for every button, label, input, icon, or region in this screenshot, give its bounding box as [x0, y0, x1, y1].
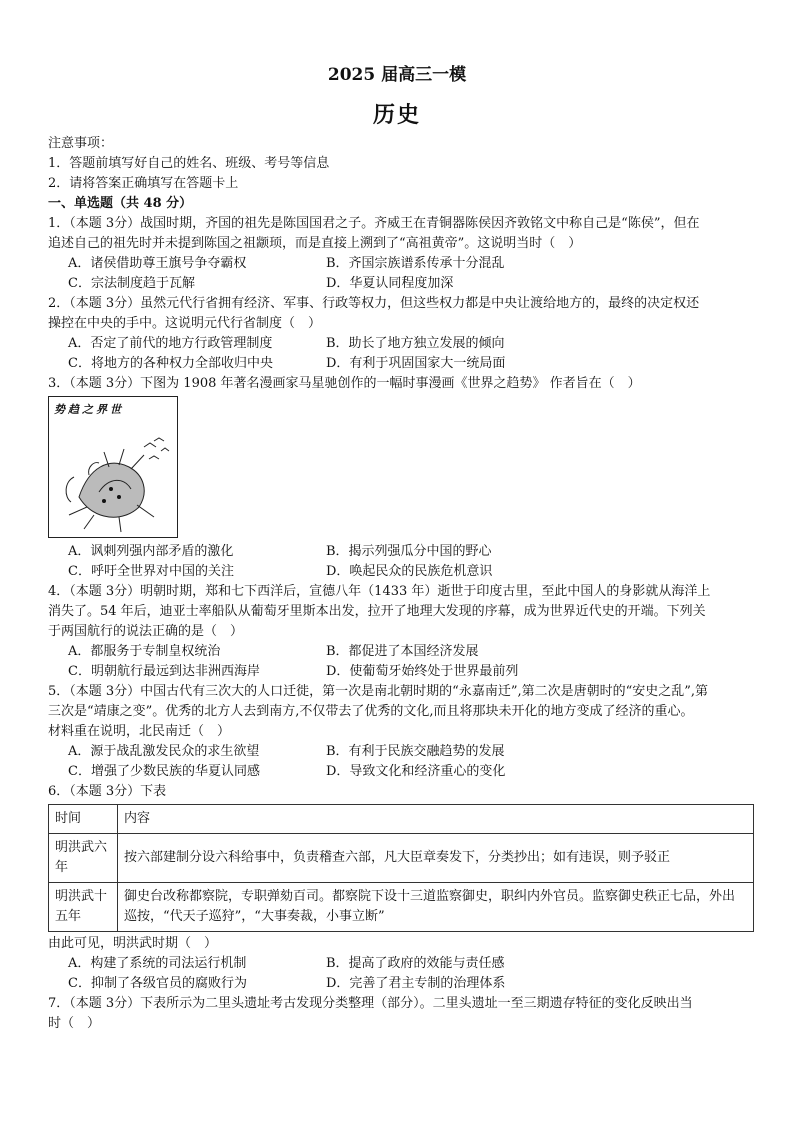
option-a: A．源于战乱激发民众的求生欲望 — [68, 744, 260, 759]
question-4 — [48, 582, 754, 682]
option-c: C．增强了少数民族的华夏认同感 — [68, 764, 260, 779]
option-a: A．否定了前代的地方行政管理制度 — [68, 336, 273, 351]
option-b: B．齐国宗族谱系传承十分混乱 — [326, 256, 505, 271]
option-c: C．宗法制度趋于瓦解 — [68, 276, 195, 291]
question-2 — [48, 294, 754, 374]
option-c: C．呼吁全世界对中国的关注 — [68, 564, 234, 579]
option-d: D．唤起民众的民族危机意识 — [326, 564, 493, 579]
question-stem-line: 由此可见，明洪武时期（ ） — [48, 936, 218, 951]
question-stem-line: 3．（本题 3分）下图为 1908 年著名漫画家马星驰创作的一幅时事漫画《世界之趋势》 作者旨在（ ） — [48, 376, 641, 391]
option-b: B．都促进了本国经济发展 — [326, 644, 479, 659]
option-b: B．助长了地方独立发展的倾向 — [326, 336, 505, 351]
option-a: A．都服务于专制皇权统治 — [68, 644, 221, 659]
question-stem-line: 材料重在说明，北民南迁（ ） — [48, 724, 231, 739]
option-b: B．提高了政府的效能与责任感 — [326, 956, 505, 971]
question-stem-line: 4．（本题 3分）明朝时期，郑和七下西洋后，宣德八年（1433 年）逝世于印度古里，至此中国人的身影就从海洋上 — [48, 584, 711, 599]
table-header-row — [49, 805, 754, 834]
section-title: 一、单选题（共 48 分） — [48, 196, 193, 211]
exam-title: 2025 届高三一模 — [327, 65, 467, 85]
table-cell: 明洪武十五年 — [49, 883, 118, 932]
option-c: C．明朝航行最远到达非洲西海岸 — [68, 664, 260, 679]
notice-item: 2．请将答案正确填写在答题卡上 — [48, 176, 239, 191]
question-stem-line: 追述自己的祖先时并未提到陈国之祖颛顼，而是直接上溯到了“高祖黄帝”。这说明当时（ ） — [48, 236, 582, 251]
option-a: A．构建了系统的司法运行机制 — [68, 956, 247, 971]
option-c: C．抑制了各级官员的腐败行为 — [68, 976, 247, 991]
option-d: D．使葡萄牙始终处于世界最前列 — [326, 664, 519, 679]
cartoon-caption: 势趋之界世 — [54, 403, 124, 416]
question-stem-line: 5．（本题 3分）中国古代有三次大的人口迁徙，第一次是南北朝时期的“永嘉南迁”,第二次是唐朝时的“安史之乱”,第 — [48, 684, 709, 699]
question-1 — [48, 214, 754, 294]
table-cell: 御史台改称都察院，专职弹劾百司。都察院下设十三道监察御史，职纠内外官员。监察御史秩正七品，外出巡按，“代天子巡狩”，“大事奏裁，小事立断” — [118, 883, 754, 932]
options — [48, 254, 754, 294]
notice-item: 1．答题前填写好自己的姓名、班级、考号等信息 — [48, 156, 330, 171]
question-table — [48, 804, 754, 932]
option-d: D．有利于巩固国家大一统局面 — [326, 356, 506, 371]
option-c: C．将地方的各种权力全部收归中央 — [68, 356, 273, 371]
table-header: 时间 — [49, 805, 118, 834]
subject-title: 历史 — [372, 102, 421, 128]
question-stem-line: 时（ ） — [48, 1016, 101, 1031]
question-6 — [48, 782, 754, 994]
option-d: D．导致文化和经济重心的变化 — [326, 764, 506, 779]
exam-content — [48, 134, 754, 1034]
notice-heading: 注意事项： — [48, 136, 114, 151]
table-header: 内容 — [118, 805, 754, 834]
options — [48, 542, 754, 582]
cartoon-image — [48, 396, 178, 538]
question-stem-line: 三次是“靖康之变”。优秀的北方人去到南方,不仅带去了优秀的文化,而且将那块未开化的地方变成了经济的重心。 — [48, 704, 694, 719]
question-stem-line: 消失了。54 年后，迪亚士率船队从葡萄牙里斯本出发，拉开了地理大发现的序幕，成为世界近代史的开端。下列关 — [48, 604, 706, 619]
question-stem-line: 于两国航行的说法正确的是（ ） — [48, 624, 244, 639]
options — [48, 334, 754, 374]
option-d: D．华夏认同程度加深 — [326, 276, 454, 291]
option-d: D．完善了君主专制的治理体系 — [326, 976, 506, 991]
table-row — [49, 883, 754, 932]
table-cell: 按六部建制分设六科给事中，负责稽查六部，凡大臣章奏发下，分类抄出；如有违误，则予驳正 — [118, 834, 754, 883]
question-stem-line: 操控在中央的手中。这说明元代行省制度（ ） — [48, 316, 322, 331]
table-cell: 明洪武六年 — [49, 834, 118, 883]
table-row — [49, 834, 754, 883]
question-5 — [48, 682, 754, 782]
question-stem-line: 6．（本题 3分）下表 — [48, 784, 167, 799]
question-stem-line: 2．（本题 3分）虽然元代行省拥有经济、军事、行政等权力，但这些权力都是中央让渡给地方的，最终的决定权还 — [48, 296, 700, 311]
options — [48, 954, 754, 994]
option-b: B．揭示列强瓜分中国的野心 — [326, 544, 492, 559]
options — [48, 642, 754, 682]
question-7 — [48, 994, 754, 1034]
option-a: A．讽刺列强内部矛盾的激化 — [68, 544, 234, 559]
question-stem-line: 7．（本题 3分）下表所示为二里头遗址考古发现分类整理（部分）。二里头遗址一至三期遗存特征的变化反映出当 — [48, 996, 693, 1011]
option-b: B．有利于民族交融趋势的发展 — [326, 744, 505, 759]
question-3 — [48, 374, 754, 582]
option-a: A．诸侯借助尊王旗号争夺霸权 — [68, 256, 247, 271]
options — [48, 742, 754, 782]
question-stem-line: 1．（本题 3分）战国时期，齐国的祖先是陈国国君之子。齐威王在青铜器陈侯因齐敦铭文中称自己是“陈侯”，但在 — [48, 216, 700, 231]
